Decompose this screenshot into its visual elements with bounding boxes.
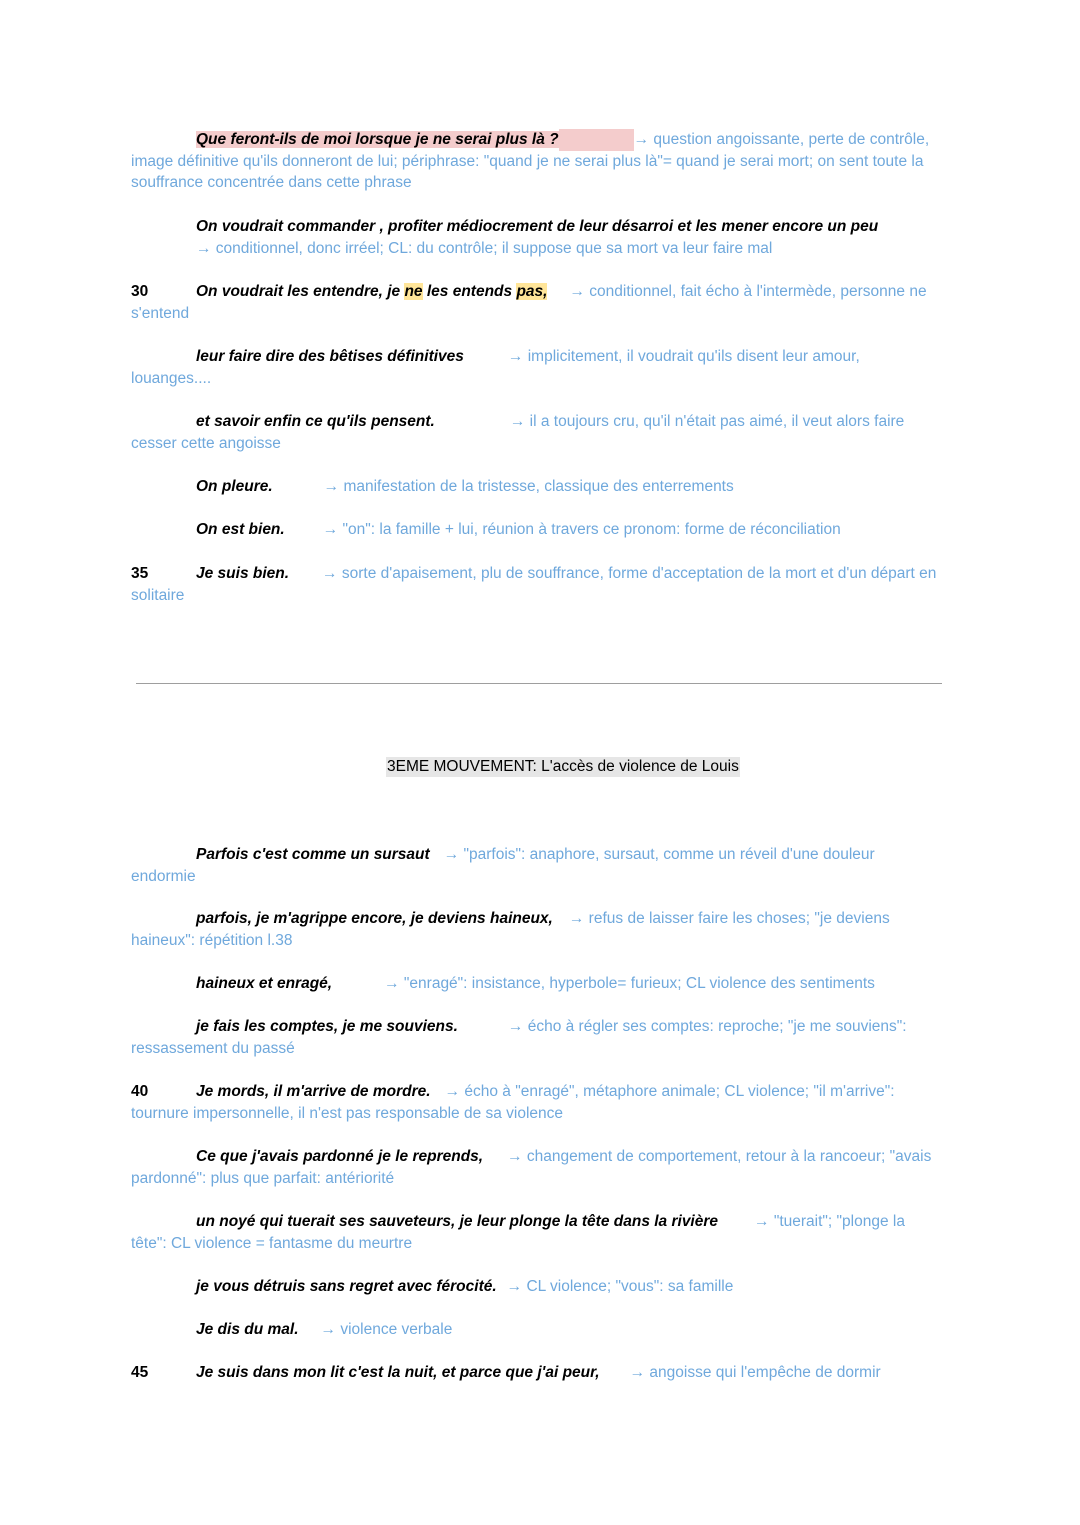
verse-entry [131,1146,943,1189]
arrow-icon: → [507,1018,524,1035]
verse-entry [131,519,943,541]
arrow-icon: → [633,131,650,148]
verse-comment: conditionnel, fait écho à l'intermède, personne ne s'entend [131,283,927,322]
verse-text: je fais les comptes, je me souviens. [196,1018,458,1035]
verse-text: On voudrait commander , profiter médiocrement de leur désarroi et les mener encore un peu [196,218,879,235]
arrow-icon: → [196,239,212,257]
verse-entry [131,346,943,389]
arrow-icon: → [444,1083,461,1100]
verse-entry [131,1319,943,1341]
verse-text: Je mords, il m'arrive de mordre. [196,1083,431,1100]
verse-comment: CL violence; "vous": sa famille [522,1278,734,1295]
verse-text: On pleure. [196,478,273,495]
verse-text: On voudrait les entendre, je ne les entends pas, [196,283,548,300]
verse-entry [131,1211,943,1254]
verse-text: un noyé qui tuerait ses sauveteurs, je leur plonge la tête dans la rivière [196,1213,719,1230]
verse-text: Je suis bien. [196,565,290,582]
verse-text: Je suis dans mon lit c'est la nuit, et parce que j'ai peur, [196,1364,600,1381]
verse-text: On est bien. [196,521,285,538]
verse-entry [131,1276,943,1298]
verse-entry [131,844,943,887]
arrow-icon: → [443,846,460,863]
arrow-icon: → [754,1213,770,1230]
verse-entry [131,1016,943,1059]
verse-text: Parfois c'est comme un sursaut [196,846,430,863]
verse-text: je vous détruis sans regret avec férocité. [196,1278,497,1295]
verse-comment: "enragé": insistance, hyperbole= furieux; CL violence des sentiments [399,975,875,992]
verse-entry [131,411,943,454]
arrow-icon: → [384,975,400,992]
verse-comment: changement de comportement, retour à la rancoeur; "avais pardonné": plus que parfait: antériorité [131,1148,932,1187]
verse-comment: "tuerait"; "plonge la tête": CL violence = fantasme du meurtre [131,1213,905,1252]
arrow-icon: → [568,910,585,927]
verse-comment: sorte d'apaisement, plu de souffrance, forme d'acceptation de la mort et d'un départ en solitaire [131,565,937,604]
verse-comment: violence verbale [336,1321,453,1338]
verse-text: leur faire dire des bêtises définitives [196,348,464,365]
line-number: 40 [131,1083,149,1100]
verse-entry [131,129,943,194]
verse-comment: angoisse qui l'empêche de dormir [645,1364,881,1381]
verse-entry [131,1362,943,1384]
verse-text: haineux et enragé, [196,975,333,992]
verse-entry [131,281,943,324]
verse-entry [131,476,943,498]
arrow-icon: → [320,1321,337,1338]
verse-comment: implicitement, il voudrait qu'ils disent leur amour, louanges.... [131,348,860,387]
arrow-icon: → [323,478,340,495]
verse-text: parfois, je m'agrippe encore, je deviens haineux, [196,910,553,927]
verse-text: Je dis du mal. [196,1321,299,1338]
arrow-icon: → [629,1364,646,1381]
verse-comment: "parfois": anaphore, sursaut, comme un réveil d'une douleur endormie [131,846,875,885]
verse-text: Que feront-ils de moi lorsque je ne serai plus là ? [196,131,559,148]
verse-comment: "on": la famille + lui, réunion à travers ce pronom: forme de réconciliation [338,521,841,538]
verse-comment: conditionnel, donc irréel; CL: du contrôle; il suppose que sa mort va leur faire mal [211,239,773,257]
arrow-icon: → [509,413,526,430]
verse-entry [131,973,943,995]
verse-comment: écho à "enragé", métaphore animale; CL violence; "il m'arrive": tournure impersonnelle, il n'est pas responsable de sa violence [131,1083,895,1122]
section-divider [136,683,942,684]
verse-comment: question angoissante, perte de contrôle, image définitive qu'ils donneront de lui; périphrase: "quand je ne serai plus là"= quand je serai mort; on sent toute la souffrance concentrée dans cette phrase [131,131,930,191]
verse-comment: il a toujours cru, qu'il n'était pas aimé, il veut alors faire cesser cette angoisse [131,413,905,452]
verse-entry [131,563,943,606]
section-heading: 3EME MOUVEMENT: L'accès de violence de Louis [387,758,739,775]
line-number: 35 [131,565,149,582]
arrow-icon: → [322,565,338,582]
verse-text: et savoir enfin ce qu'ils pensent. [196,413,435,430]
arrow-icon: → [507,348,524,365]
verse-entry [131,1081,943,1124]
arrow-icon: → [507,1148,523,1165]
arrow-icon: → [506,1278,523,1295]
arrow-icon: → [569,283,585,300]
verse-entry [131,216,943,259]
verse-text: Ce que j'avais pardonné je le reprends, [196,1148,484,1165]
verse-comment: manifestation de la tristesse, classique des enterrements [339,478,734,495]
arrow-icon: → [322,521,339,538]
verse-comment: refus de laisser faire les choses; "je deviens haineux": répétition l.38 [131,910,890,949]
line-number: 45 [131,1364,149,1381]
verse-comment: écho à régler ses comptes: reproche; "je me souviens": ressassement du passé [131,1018,907,1057]
verse-entry [131,908,943,951]
line-number: 30 [131,283,149,300]
